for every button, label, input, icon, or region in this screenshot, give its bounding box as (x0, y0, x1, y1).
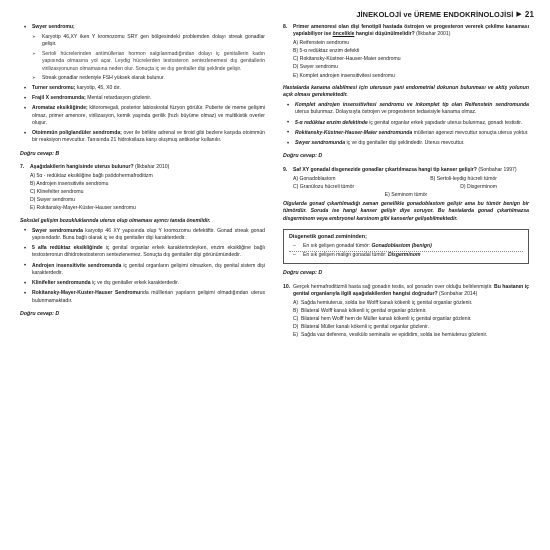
answer-2: Doğru cevap: D (20, 310, 60, 317)
aromataz-bullet (20, 105, 265, 127)
cais-text: uterus bulunmaz. Dolayısıyla östrojen ve progesteron tedavisiyle kanama olmaz. (295, 109, 477, 116)
option-letter: A) (293, 300, 299, 307)
turner-bullet (20, 85, 265, 92)
swyer-bullet (283, 140, 529, 147)
reductase-term: 5-α redüktaz enzim defektinde (295, 119, 368, 126)
triangle-right-icon: ▶ (516, 11, 522, 18)
swyer-title: Swyer sendromu; (32, 24, 75, 30)
swyer-text: iç ve dış genitaller dişi şeklindedir. Uterus mevcuttur. (345, 140, 465, 147)
info-box-item-2 (289, 252, 523, 260)
question-9 (283, 167, 529, 174)
info-box (283, 229, 529, 264)
swyer-sub-1: ➢ Karyotip 46,XY iken Y kromozomu SRY gen bölgesindeki problemden dolayı streak gonadlar gelişir. (20, 34, 265, 48)
ais-bullet (20, 263, 265, 277)
option-a (283, 300, 529, 307)
question-text-normal: Gerçek hermafroditizmli hasta sağ gonadın testis, sol gonadın over olduğu belirlenmiştir. (293, 283, 493, 290)
ais-term: Androjen insensitivite sendromunda (32, 262, 122, 269)
alfa-text: iç genital organlar erkek karakterindeyken, enzim eksikliğine bağlı testosteronun dihidrotestosteron sentezlenemez. Sonuçta dış genitaller dişi görünümündedir. (32, 245, 265, 259)
answer-4: Doğru cevap: D (283, 270, 323, 277)
question-7 (20, 164, 265, 171)
cais-term: Komplet androjen insensitivitesi sendromu ve inkomplet tip olan Reifenstein sendromunda (295, 102, 529, 109)
option-text: Sağda vas deferens, vesikülo seminalis ve epididim, solda ise hemiuterus gözlenir. (301, 332, 488, 339)
aromataz-term: Aromataz eksikliğinde; (32, 105, 88, 112)
option-d: D) Swyer sendromu (30, 197, 76, 204)
page-header (356, 8, 534, 20)
left-column (20, 24, 265, 324)
option-a: A) Gonadoblastom (293, 175, 336, 182)
answer-1: Doğru cevap: B (20, 150, 60, 157)
question-text-b: hangisi düşünülmelidir? (354, 31, 415, 38)
turner-term: Turner sendromu; (32, 85, 76, 92)
explanation-note: Hastalarda kanama olabilmesi için uterusun yani endometrial dokunun bulunması ve aktiş yolunun açık olması gerekmektedir. (283, 84, 529, 98)
question-number: 10. (283, 283, 291, 290)
right-column (283, 24, 529, 340)
rok-bullet (20, 290, 265, 304)
mrkh-text: müllerian agenezi mevcuttur sonuçta uterus yoktur. (412, 129, 529, 136)
swyer2-bullet (20, 228, 265, 242)
page-number: 21 (524, 9, 534, 19)
option-e (283, 332, 529, 339)
alfa-bullet (20, 245, 265, 259)
reductase-bullet (283, 120, 529, 127)
option-b (283, 308, 529, 315)
question-number: 7. (20, 164, 25, 171)
option-a: A) 5α - redüktaz eksikliğine bağlı psödohermafroditizm (30, 173, 153, 180)
info-box-item-1 (289, 243, 523, 251)
item-text: En sık gelişen malign gonadal tümör: (303, 251, 388, 258)
fragil-term: Frajil X sendromunda; (32, 95, 86, 102)
swyer-bullet (20, 24, 265, 31)
chapter-title: JİNEKOLOJİ ve ÜREME ENDOKRİNOLOJİSİ (356, 9, 514, 19)
option-d: D) Disgerminom (460, 184, 497, 190)
option-e: E) Rokitansky-Mayer-Küster-Hauser sendromu (30, 205, 136, 212)
swyer-sub-2: ➢ Sertoli hücrelerinden antimüllerian hormon salgılanmadığından dolayı iç genitallerin kadın yapısında olmasına yol açar. Leydig hücrelerden testosteron sentezlenemesi dış genitallerin virilizasyonunun olmamasına neden olur. Sonuçta iç ve dış genitaller dişi şeklinde gelişir. (20, 51, 265, 73)
question-source: (Sonbahar 2014) (437, 291, 478, 298)
option-text: Bilateral Wolff kanalı kökenli iç genital organlar gözlenir. (301, 308, 427, 315)
option-c: C) Granülozu hücreli tümör (293, 184, 355, 190)
kline-term: Klinifelter sendromunda (32, 280, 91, 287)
question-number: 9. (283, 166, 288, 173)
option-c (283, 316, 529, 323)
option-row-2 (283, 184, 529, 191)
item-text: En sık gelişen gonadal tümör: (303, 243, 372, 249)
option-text: Bilateral Müller kanalı kökenli iç genital organlar gözlenir. (301, 324, 429, 331)
option-text: Sağda hemiuterus, solda ise Wolff kanalı kökenli iç genital organlar gözlenir. (301, 300, 473, 307)
option-a: A) Reifenstein sendromu (293, 40, 350, 47)
item-emphasis: Disgerminom (387, 251, 421, 258)
reductase-text: iç genital organlar erkek yapıdadır uterus bulunmaz, gonadı testistir. (367, 119, 523, 126)
fragil-bullet (20, 95, 265, 102)
option-c: C) Rokitansky-Küstner-Hauser-Maier sendromu (293, 56, 401, 63)
explanation-note: Seksüel gelişim bozukluklarında uterus olup olmaması ayırıcı tanıda önemlidir. (20, 217, 211, 224)
option-text: Bilateral hem Wolff hem de Müller kanalı kökenli iç genital organlar gözlenir. (301, 316, 472, 323)
option-d (283, 324, 529, 331)
otoimmun-term: Otoimmün poliglandüler sendromda; (32, 130, 122, 137)
question-text: Aşağıdakilerin hangisinde uterus bulunur? (30, 164, 134, 171)
option-row-1 (283, 176, 529, 183)
swyer2-text: karyotip 46 XY yapısında olup Y kromozomu defektiftir. Gonad streak gonad yapısındadır. Buna bağlı olarak iç ve dış genitaller dişi karakterdedir. (32, 227, 265, 242)
mrkh-term: Rokitansky-Küstner-Hauser-Maier sendromunda (295, 129, 413, 136)
alfa-term: 5 alfa redüktaz eksikliğinde (32, 245, 103, 252)
info-box-title: Disgenetik gonad zemininden; (289, 233, 367, 240)
question-text-a: Primer amenoresi olan dişi fenotipli hastada östrojen ve progesteron vererek çekilme kanaması yapılabiliyor ise (293, 24, 529, 38)
question-number: 8. (283, 24, 288, 30)
explanation-note: Olgularda gonad çıkartılmadığı zaman genellikle gonadoblastom gelişir ama bu tümör benign bir tümördür. Soruda ise hangi kanser gelişir diye soruyor. Bu hastalarda gonad çıkartılmazsa disgerminom veya embryonel karsinom gibi kanserler gelişebilmektedir. (283, 201, 529, 222)
mrkh-bullet (283, 130, 529, 137)
option-e: E) Seminom tümör (384, 192, 428, 199)
question-10 (283, 284, 529, 298)
option-letter: D) (293, 324, 299, 331)
swyer-term: Swyer sendromunda (295, 140, 346, 147)
question-text: Saf XY gonadal disgenezide gonadlar çıkartılmazsa hangi tip kanser gelişir? (293, 166, 477, 173)
swyer2-term: Swyer sendromunda (32, 227, 83, 234)
question-text-underlined: öncelikle (332, 31, 355, 38)
item-emphasis: Gonadoblastom (benign) (371, 243, 432, 249)
option-b: B) Sertoli-leydig hücreli tümör (430, 175, 497, 182)
aromataz-text: klitoromegali, posterior labioskrotal füzyon görülür. Puberte de meme gelişimi olmaz, primer amenore, virilizasyon, kemik yaşında gerilik (hızlı büyüme olmaz) ve multikistik overler oluşur. (32, 105, 266, 126)
kline-text: iç ve dış genitaller erkek karakterdedir. (90, 280, 179, 287)
option-b: B) Androjen insensitivite sendromu (30, 181, 109, 188)
question-source: (İlkbahar 2010) (133, 164, 170, 171)
option-d: D) Swyer sendromu (293, 64, 339, 71)
question-8 (283, 24, 529, 38)
rok-text: nda mülllerian yapıların gelişimi olmadığından uterus bulunmamaktadır. (32, 290, 266, 304)
ais-text: iç genital organların gelişimi olmazken, dış genital sistem dişi karakterdedir. (32, 262, 265, 276)
turner-text: karyotip, 45, X0 dır. (75, 85, 121, 92)
option-letter: E) (293, 332, 299, 339)
option-letter: C) (293, 316, 299, 323)
fragil-text: Mental retardasyon gözlenir. (85, 95, 152, 102)
option-b: B) 5-α redüktaz enzim defekti (293, 48, 360, 55)
option-e: E) Komplet androjen insensitivitesi sendromu (293, 72, 395, 79)
answer-3: Doğru cevap: D (283, 153, 323, 160)
question-source: (İlkbahar 2001) (414, 31, 451, 38)
question-source: (Sonbahar 1997) (476, 166, 517, 173)
cais-bullet (283, 102, 529, 116)
rok-term: Rokitansky-Mayer-Kuster-Hauser Sendromu (32, 290, 141, 297)
kline-bullet (20, 280, 265, 287)
otoimmun-bullet (20, 130, 265, 144)
option-c: C) Klinefelter sendromu (30, 189, 84, 196)
swyer-sub-3: ➢ Streak gonadlar nedeniyle FSH yüksek olarak bulunur. (20, 75, 265, 82)
option-letter: B) (293, 308, 299, 315)
question-text: Bu hastanın iç genital organlarıyla ilgili aşağıdakilerden hangisi doğrudur? (293, 283, 529, 298)
otoimmun-text: over ile birlikte adrenal ve tiroid gibi bezlere karşıda otoimmün bir reaksiyon mevcuttur. Tanısında 21 hidroksilaza karşı oluşmuş antikorlar kullanılır. (32, 130, 265, 144)
